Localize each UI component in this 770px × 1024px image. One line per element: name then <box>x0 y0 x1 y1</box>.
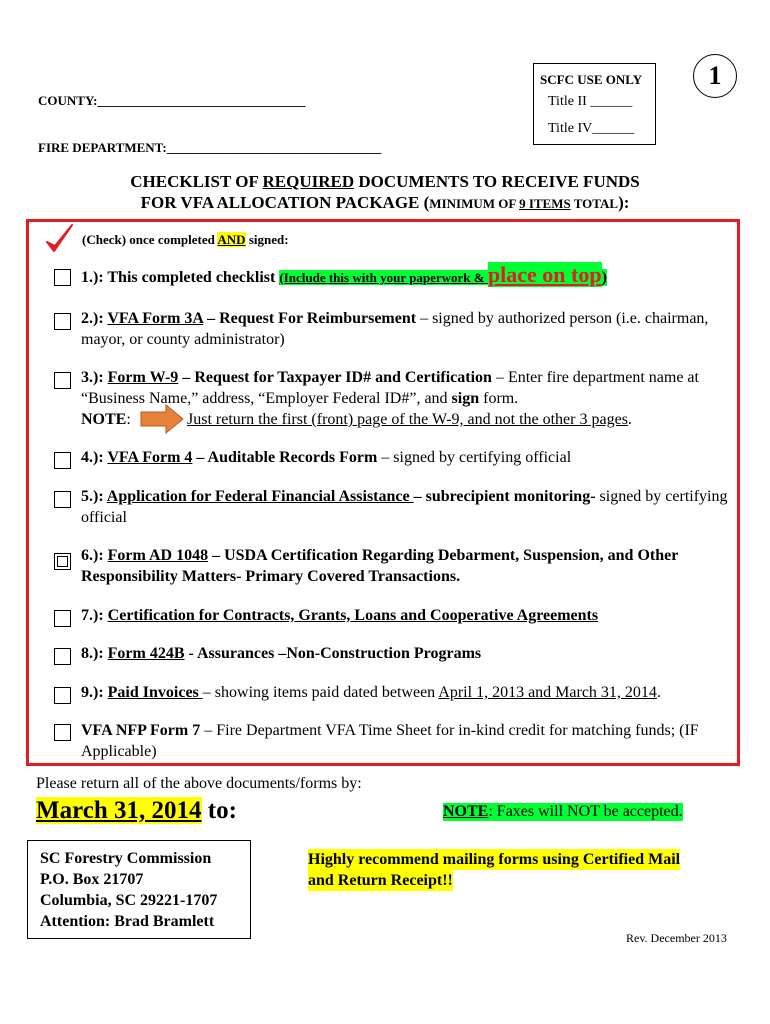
revision-date: Rev. December 2013 <box>626 931 727 945</box>
right-arrow-icon <box>140 404 184 434</box>
item9-checkbox[interactable] <box>54 687 71 704</box>
checklist-title-line1: CHECKLIST OF REQUIRED DOCUMENTS TO RECEIVE FUNDS <box>130 172 640 191</box>
address-line: P.O. Box 21707 <box>40 871 144 888</box>
address-line: Attention: Brad Bramlett <box>40 913 215 930</box>
scfc-title: SCFC USE ONLY <box>540 72 643 87</box>
item5-text: 5.): Application for Federal Financial Assistance – subrecipient monitoring- signed by certifying official <box>81 488 728 526</box>
checklist-title-line2: FOR VFA ALLOCATION PACKAGE (MINIMUM OF 9 ITEMS TOTAL): <box>140 193 630 212</box>
item3-text: 3.): Form W-9 – Request for Taxpayer ID# and Certification – Enter fire department name at “Business Name,” address, “Employer Federal ID#”, and sign form. <box>81 369 699 407</box>
item1-text: 1.): This completed checklist (Include this with your paperwork & place on top) <box>81 262 607 287</box>
fire-department-field[interactable]: FIRE DEPARTMENT:_________________________________ <box>38 140 382 155</box>
item3-checkbox[interactable] <box>54 372 71 389</box>
scfc-use-only-box <box>533 63 656 145</box>
item2-text: 2.): VFA Form 3A – Request For Reimbursement – signed by authorized person (i.e. chairman, mayor, or county administrator) <box>81 310 709 348</box>
title-iv-field[interactable]: Title IV______ <box>548 121 635 136</box>
certified-mail-recommendation-line1: Highly recommend mailing forms using Certified Mail <box>308 851 681 868</box>
item6-text: 6.): Form AD 1048 – USDA Certification Regarding Debarment, Suspension, and Other Responsibility Matters- Primary Covered Transactions. <box>81 547 679 585</box>
item9-text: 9.): Paid Invoices – showing items paid dated between April 1, 2013 and March 31, 2014. <box>81 684 661 701</box>
red-check-icon <box>42 222 76 256</box>
certified-mail-recommendation-line2: and Return Receipt!! <box>308 872 453 889</box>
item10-checkbox[interactable] <box>54 724 71 741</box>
return-instructions: Please return all of the above documents/forms by: <box>36 775 362 792</box>
item1-checkbox[interactable] <box>54 269 71 286</box>
title-ii-field[interactable]: Title II ______ <box>548 94 633 109</box>
address-line: Columbia, SC 29221-1707 <box>40 892 218 909</box>
deadline: March 31, 2014 to: <box>36 797 237 824</box>
item8-checkbox[interactable] <box>54 648 71 665</box>
mailing-address-box <box>27 840 251 939</box>
item4-text: 4.): VFA Form 4 – Auditable Records Form – signed by certifying official <box>81 449 572 466</box>
item6-checkbox-inner <box>57 556 68 567</box>
item3-note-text: Just return the first (front) page of the W-9, and not the other 3 pages. <box>187 411 632 428</box>
check-instructions: (Check) once completed AND signed: <box>82 232 289 247</box>
address-line: SC Forestry Commission <box>40 850 212 867</box>
item7-checkbox[interactable] <box>54 610 71 627</box>
fax-note: NOTE: Faxes will NOT be accepted. <box>443 803 683 820</box>
item2-checkbox[interactable] <box>54 313 71 330</box>
item7-text: 7.): Certification for Contracts, Grants, Loans and Cooperative Agreements <box>81 607 599 624</box>
page-number: 1 <box>693 54 737 98</box>
item10-text: VFA NFP Form 7 – Fire Department VFA Time Sheet for in-kind credit for matching funds; (IF Applicable) <box>81 722 699 760</box>
item8-text: 8.): Form 424B - Assurances –Non-Construction Programs <box>81 645 482 662</box>
county-field[interactable]: COUNTY:________________________________ <box>38 93 306 108</box>
item4-checkbox[interactable] <box>54 452 71 469</box>
item3-note: NOTE: <box>81 411 131 428</box>
item5-checkbox[interactable] <box>54 491 71 508</box>
